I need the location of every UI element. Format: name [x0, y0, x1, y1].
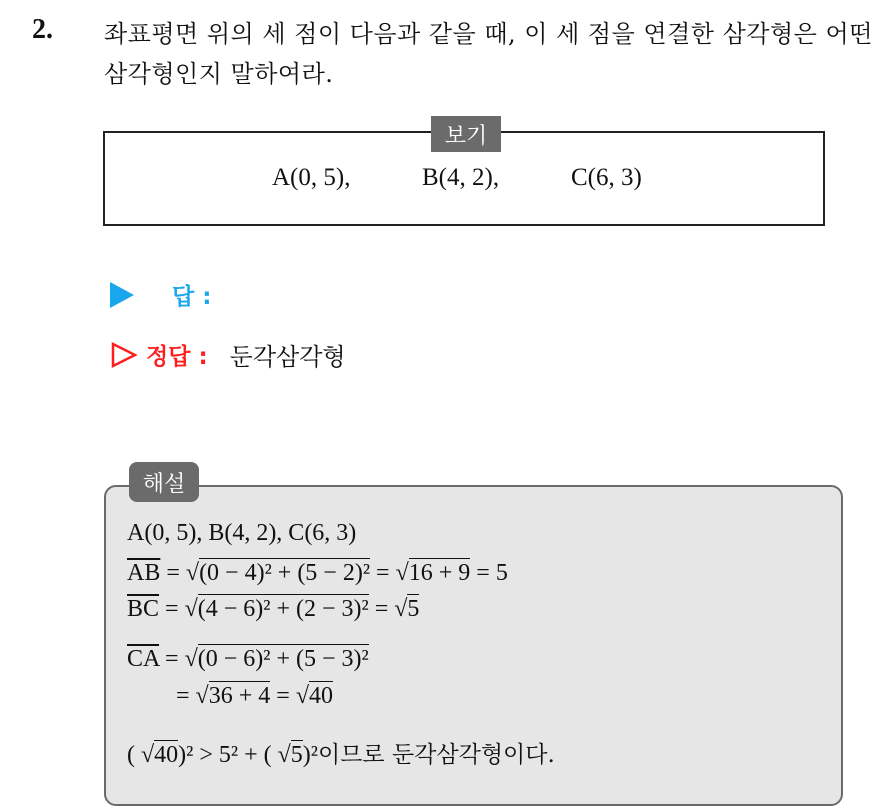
radical-ab-1: (0 − 4)² + (5 − 2)²	[199, 560, 371, 586]
equals: =	[176, 683, 196, 709]
solution-line-ca: $\overline{CA} = √(0 - 6)^2 + (5 - 3)^2$	[127, 646, 369, 672]
solution-line-conclusion: ( √40)² > 5² + ( √5)²이므로 둔각삼각형이다.	[127, 742, 555, 768]
solution-line-bc: $\overline{BC} = √(4 - 6)^2 + (2 - 3)^2 = √5$	[127, 596, 420, 622]
segment-bc: $\overline{BC}$	[127, 596, 160, 622]
equals: =	[159, 596, 185, 622]
square: )²	[302, 742, 318, 768]
radical-bc-2: 5	[407, 596, 420, 622]
ab-result: = 5	[470, 560, 508, 586]
radical-ca-1: (0 − 6)² + (5 − 3)²	[197, 646, 369, 672]
solution-line-ab: $\overline{AB} = √(0 - 4)^2 + (5 - 2)^2 = √16 + 9 = 5$	[127, 560, 508, 586]
question-text: 좌표평면 위의 세 점이 다음과 같을 때, 이 세 점을 연결한 삼각형은 어떤 삼각형인지 말하여라.	[104, 20, 873, 88]
paren-open: (	[127, 742, 141, 768]
solution-line-points: A(0, 5), B(4, 2), C(6, 3)	[127, 520, 357, 546]
bogi-point-c: C(6, 3)	[571, 164, 642, 191]
correct-label: 정답 :	[146, 344, 208, 370]
equals: =	[160, 560, 186, 586]
equals: =	[270, 683, 296, 709]
solution-line-ca-2: = √36 + 4 = √40	[176, 683, 333, 709]
triangle-solid-icon	[110, 282, 134, 308]
correct-row	[110, 337, 346, 372]
radical-last-2: 5	[290, 742, 303, 768]
bogi-point-a: A(0, 5),	[272, 164, 351, 191]
segment-ca: $\overline{CA}$	[127, 646, 160, 672]
radical-bc-1: (4 − 6)² + (2 − 3)²	[197, 596, 369, 622]
conclusion-text: 이므로 둔각삼각형이다.	[317, 742, 555, 768]
radical-ca-3: 40	[308, 683, 333, 709]
segment-ab: $\overline{AB}$	[127, 560, 161, 586]
radical-last-1: 40	[154, 742, 179, 768]
answer-row	[110, 278, 211, 311]
correct-value: 둔각삼각형	[229, 343, 346, 371]
equals: =	[159, 646, 185, 672]
inequality: )² > 5² + (	[178, 742, 278, 768]
answer-label: 답 :	[172, 284, 212, 310]
equals: =	[370, 560, 396, 586]
solution-tag: 해설	[129, 462, 199, 502]
equals: =	[368, 596, 395, 622]
bogi-point-b: B(4, 2),	[422, 164, 500, 191]
bogi-tag: 보기	[431, 116, 501, 152]
radical-ca-2: 36 + 4	[208, 683, 271, 709]
radical-ab-2: 16 + 9	[408, 560, 471, 586]
triangle-outline-icon	[110, 341, 138, 369]
question-number: 2.	[32, 14, 53, 45]
